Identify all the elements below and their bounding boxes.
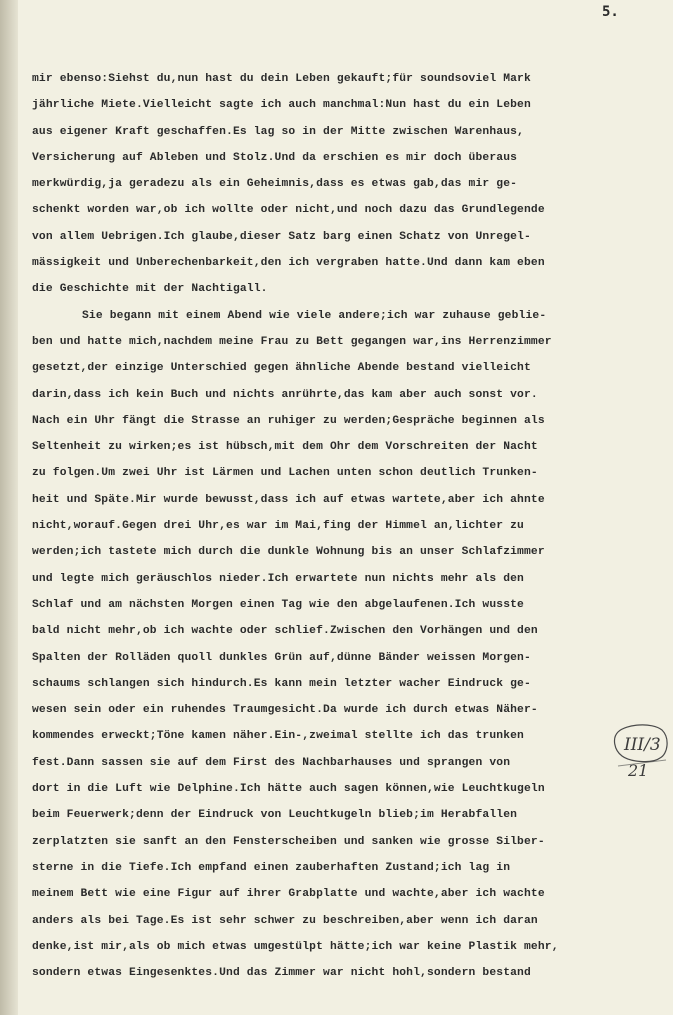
text-line: heit und Späte.Mir wurde bewusst,dass ich auf etwas wartete,aber ich ahnte [32,493,545,506]
text-line: zu folgen.Um zwei Uhr ist Lärmen und Lachen unten schon deutlich Trunken- [32,467,538,480]
text-line: Versicherung auf Ableben und Stolz.Und da erschien es mir doch überaus [32,151,518,164]
text-line: von allem Uebrigen.Ich glaube,dieser Satz barg einen Schatz von Unregel- [32,230,531,243]
text-line: die Geschichte mit der Nachtigall. [32,283,268,296]
text-line: bald nicht mehr,ob ich wachte oder schlief.Zwischen den Vorhängen und den [32,625,538,638]
text-line: fest.Dann sassen sie auf dem First des Nachbarhauses und sprangen von [32,756,511,769]
text-line: kommendes erweckt;Töne kamen näher.Ein-,zweimal stellte ich das trunken [32,730,524,743]
text-line: werden;ich tastete mich durch die dunkle Wohnung bis an unser Schlafzimmer [32,546,545,559]
handwritten-archive-mark [612,720,670,780]
annotation-top: III/3 [624,735,661,755]
page-edge-shadow [0,0,18,1015]
text-line: meinem Bett wie eine Figur auf ihrer Grabplatte und wachte,aber ich wachte [32,888,545,901]
text-line: sondern etwas Eingesenktes.Und das Zimmer war nicht hohl,sondern bestand [32,967,531,980]
text-line: darin,dass ich kein Buch und nichts anrührte,das kam aber auch sonst vor. [32,388,538,401]
text-line: merkwürdig,ja geradezu als ein Geheimnis,dass es etwas gab,das mir ge- [32,178,518,191]
text-line: Nach ein Uhr fängt die Strasse an ruhiger zu werden;Gespräche beginnen als [32,414,545,427]
text-line: sterne in die Tiefe.Ich empfand einen zauberhaften Zustand;ich lag in [32,861,511,874]
text-line: zerplatzten sie sanft an den Fensterscheiben und sanken wie grosse Silber- [32,835,545,848]
text-line: mässigkeit und Unberechenbarkeit,den ich vergraben hatte.Und dann kam eben [32,257,545,270]
text-line: anders als bei Tage.Es ist sehr schwer zu beschreiben,aber wenn ich daran [32,914,538,927]
text-line: dort in die Luft wie Delphine.Ich hätte auch sagen können,wie Leuchtkugeln [32,783,545,796]
text-line: denke,ist mir,als ob mich etwas umgestülpt hätte;ich war keine Plastik mehr, [32,940,559,953]
text-line: beim Feuerwerk;denn der Eindruck von Leuchtkugeln blieb;im Herabfallen [32,809,518,822]
text-line: gesetzt,der einzige Unterschied gegen ähnliche Abende bestand vielleicht [32,362,531,375]
text-line: ben und hatte mich,nachdem meine Frau zu Bett gegangen war,ins Herrenzimmer [32,335,552,348]
text-line: Schlaf und am nächsten Morgen einen Tag wie den abgelaufenen.Ich wusste [32,598,524,611]
text-line: schaums schlangen sich hindurch.Es kann mein letzter wacher Eindruck ge- [32,677,531,690]
text-line: Seltenheit zu wirken;es ist hübsch,mit dem Ohr dem Vorschreiten der Nacht [32,441,538,454]
text-line: jährliche Miete.Vielleicht sagte ich auch manchmal:Nun hast du ein Leben [32,99,531,112]
text-line: wesen sein oder ein ruhendes Traumgesicht.Da wurde ich durch etwas Näher- [32,704,538,717]
page-number: 5. [602,4,619,20]
text-line: Sie begann mit einem Abend wie viele andere;ich war zuhause geblie- [82,309,547,322]
text-line: nicht,worauf.Gegen drei Uhr,es war im Mai,fing der Himmel an,lichter zu [32,520,524,533]
text-line: mir ebenso:Siehst du,nun hast du dein Leben gekauft;für soundsoviel Mark [32,73,531,85]
text-line: schenkt worden war,ob ich wollte oder nicht,und noch dazu das Grundlegende [32,204,545,217]
annotation-bottom: 21 [628,761,649,780]
typescript-body [32,66,642,986]
text-line: aus eigener Kraft geschaffen.Es lag so in der Mitte zwischen Warenhaus, [32,125,524,138]
archive-annotation [612,720,670,780]
text-line: Spalten der Rolläden quoll dunkles Grün auf,dünne Bänder weissen Morgen- [32,651,531,664]
text-line: und legte mich geräuschlos nieder.Ich erwartete nun nichts mehr als den [32,572,524,585]
